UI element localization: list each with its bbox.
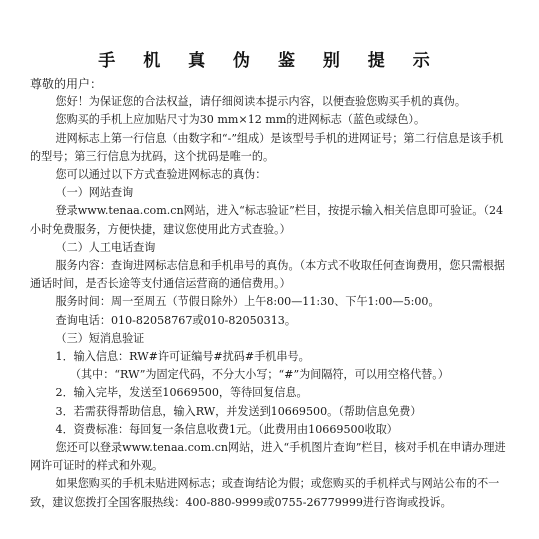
closing-website: 您还可以登录www.tenaa.com.cn网站，进入“手机图片查询”栏目，核对手机在申请办理进网许可证时的样式和外观。 <box>30 441 506 473</box>
section-sms-heading: （三）短消息验证 <box>55 331 145 345</box>
sms-step-1-note: （其中：“RW”为固定代码，不分大小写；“#”为间隔符，可以用空格代替。） <box>69 368 449 382</box>
page-title: 手 机 真 伪 鉴 别 提 示 <box>98 51 441 71</box>
section-phone-hours: 服务时间：周一至周五（节假日除外）上午8:00—11:30、下午1:00—5:00。 <box>55 295 440 309</box>
section-phone-number: 查询电话：010-82058767或010-82050313。 <box>55 313 296 327</box>
paragraph-intro: 您好！为保证您的合法权益，请仔细阅读本提示内容，以便查验您购买手机的真伪。 <box>55 95 466 109</box>
greeting: 尊敬的用户： <box>30 77 103 91</box>
section-website-body: 登录www.tenaa.com.cn网站，进入“标志验证”栏目，按提示输入相关信息即可验证。（24小时免费服务，方便快捷，建议您使用此方式查验。） <box>30 204 504 236</box>
sms-step-2: 2．输入完毕，发送至10669500，等待回复信息。 <box>55 386 308 400</box>
document-body <box>30 75 513 512</box>
sms-step-1: 1．输入信息：RW#许可证编号#扰码#手机串号。 <box>55 350 310 364</box>
section-phone-content: 服务内容：查询进网标志信息和手机串号的真伪。（本方式不收取任何查询费用，您只需根据通话时间，是否长途等支付通信运营商的通信费用。） <box>30 259 505 291</box>
paragraph-methods: 您可以通过以下方式查验进网标志的真伪： <box>55 168 267 182</box>
paragraph-label-size: 您购买的手机上应加贴尺寸为30 mm×12 mm的进网标志（蓝色或绿色）。 <box>55 113 426 127</box>
sms-step-4: 4．资费标准：每回复一条信息收费1元。（此费用由10669500收取） <box>55 422 398 436</box>
closing-complaint: 如果您购买的手机未贴进网标志；或查询结论为假；或您购买的手机样式与网站公布的不一致，建议您拨打全国客服热线：400-880-9999或0755-26779999进行咨询或投诉。 <box>30 477 500 509</box>
section-website-heading: （一）网站查询 <box>55 186 134 200</box>
sms-step-3: 3．若需获得帮助信息，输入RW，并发送到10669500。（帮助信息免费） <box>55 404 422 418</box>
section-phone-heading: （二）人工电话查询 <box>55 240 156 254</box>
paragraph-label-lines: 进网标志上第一行信息（由数字和“-”组成）是该型号手机的进网证号；第二行信息是该手机的型号；第三行信息为扰码，这个扰码是唯一的。 <box>30 131 504 163</box>
